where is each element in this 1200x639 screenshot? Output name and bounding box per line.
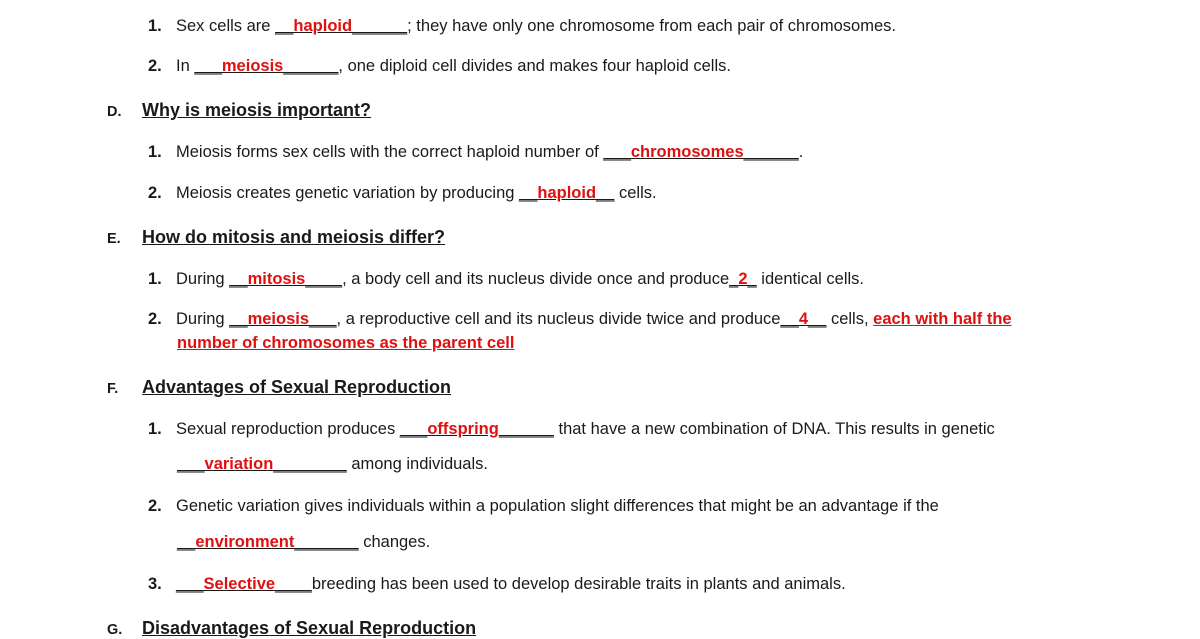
item-d1: 1. Meiosis forms sex cells with the correct haploid number of ___chromosomes______. [148, 143, 804, 161]
answer-4: 4 [798, 310, 809, 328]
answer-half-chromosomes: each with half the [873, 310, 1012, 328]
answer-chromosomes: chromosomes [630, 143, 744, 161]
section-heading-f: Advantages of Sexual Reproduction [142, 377, 452, 397]
item-f1: 1. Sexual reproduction produces ___offspring______ that have a new combination of DNA. This results in genetic [148, 420, 995, 438]
answer-offspring: offspring [427, 420, 499, 438]
item-f2-continuation: __environment_______ changes. [177, 533, 431, 551]
answer-haploid: haploid [293, 17, 353, 35]
section-letter-g: G. [107, 622, 123, 638]
section-letter-f: F. [107, 381, 119, 397]
answer-haploid-2: haploid [537, 184, 597, 202]
item-e2-continuation: number of chromosomes as the parent cell [177, 334, 515, 352]
answer-selective: Selective [203, 575, 276, 593]
section-heading-d: Why is meiosis important? [142, 100, 372, 120]
answer-2: 2 [738, 270, 748, 288]
answer-variation: variation [204, 455, 274, 473]
item-e2: 2. During __meiosis___, a reproductive cell and its nucleus divide twice and produce__4__ cells, each with half the [148, 310, 1012, 328]
answer-meiosis: meiosis [221, 57, 284, 75]
item-b1: 1. Sex cells are __haploid______; they have only one chromosome from each pair of chromosomes. [148, 17, 896, 35]
answer-mitosis: mitosis [247, 270, 306, 288]
section-letter-d: D. [107, 104, 122, 120]
item-f3: 3. ___Selective____breeding has been used to develop desirable traits in plants and animals. [148, 575, 846, 593]
item-f2: 2. Genetic variation gives individuals within a population slight differences that might be an advantage if the [148, 497, 939, 515]
section-heading-g: Disadvantages of Sexual Reproduction [142, 618, 477, 638]
answer-meiosis-2: meiosis [247, 310, 310, 328]
section-letter-e: E. [107, 231, 121, 247]
item-f1-continuation: ___variation________ among individuals. [177, 455, 488, 473]
answer-environment: environment [195, 533, 295, 551]
item-e1: 1. During __mitosis____, a body cell and its nucleus divide once and produce_2_ identical cells. [148, 270, 865, 288]
section-heading-e: How do mitosis and meiosis differ? [142, 227, 446, 247]
item-d2: 2. Meiosis creates genetic variation by producing __haploid__ cells. [148, 184, 657, 202]
item-b2: 2. In ___meiosis______, one diploid cell divides and makes four haploid cells. [148, 57, 731, 75]
